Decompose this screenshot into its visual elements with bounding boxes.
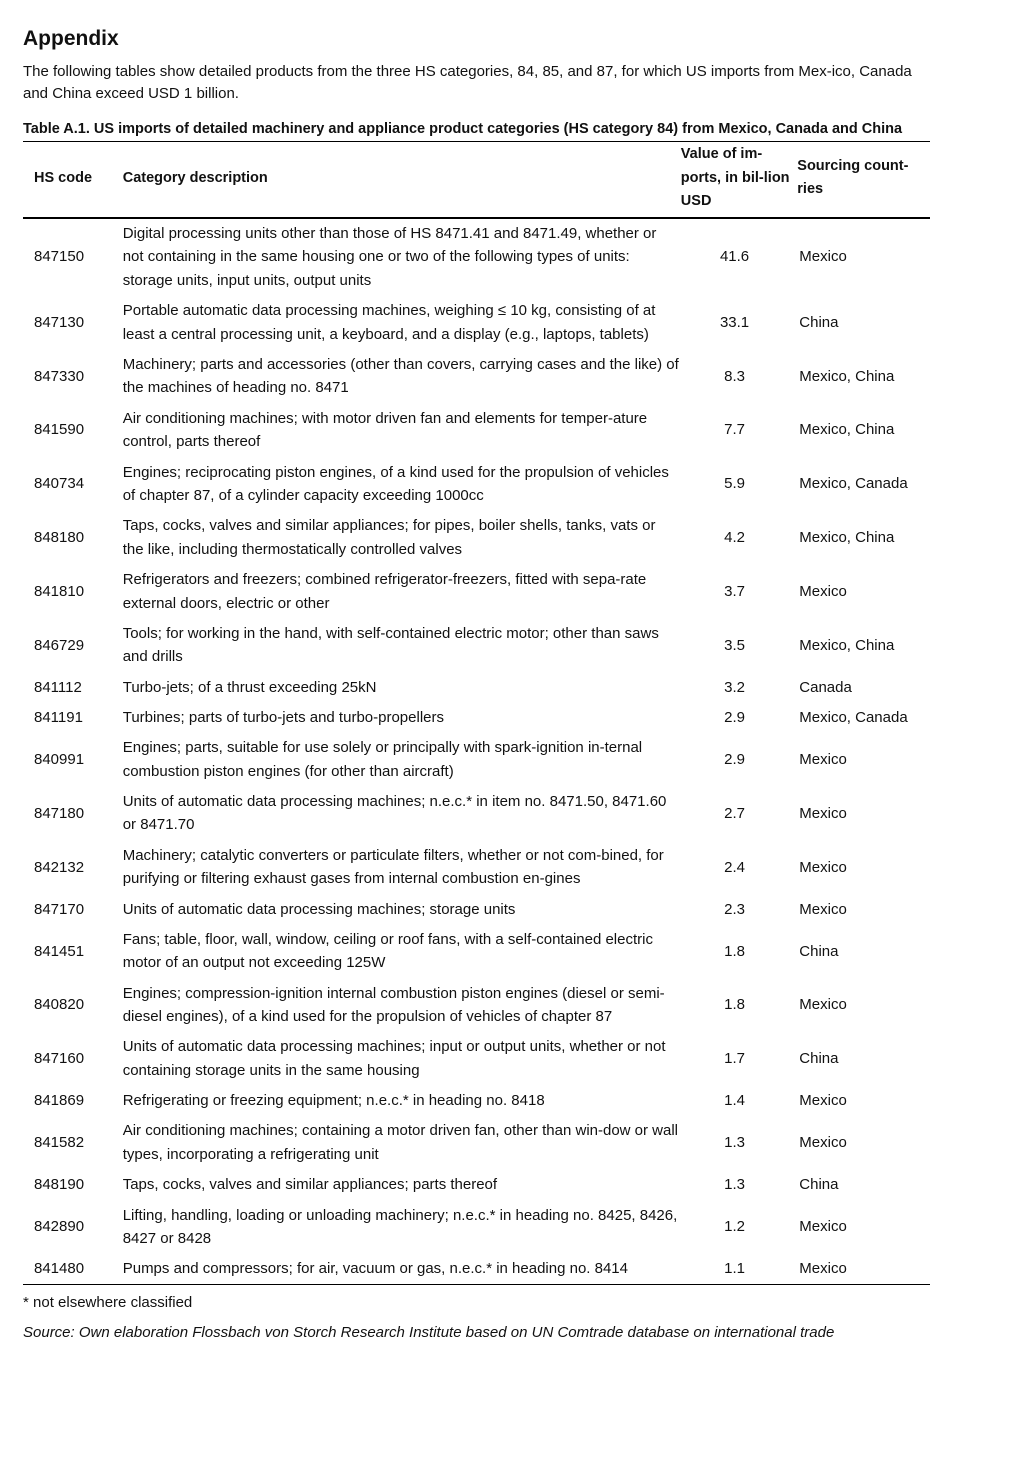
value-cell: 1.3 xyxy=(724,1176,745,1194)
table-row xyxy=(23,296,930,350)
sources-cell: Mexico xyxy=(799,1218,847,1236)
sources-cell: Mexico, China xyxy=(799,529,895,547)
hs-code-cell: 841582 xyxy=(34,1134,85,1152)
value-cell: 2.7 xyxy=(724,804,745,822)
sources-cell: Mexico xyxy=(799,1092,847,1110)
table-caption: Table A.1. US imports of detailed machinery and appliance product categories (HS category 84) from Mexico, Canada and China xyxy=(23,121,903,137)
description-cell: Refrigerators and freezers; combined refrigerator-freezers, fitted with sepa-rate external doors, electric or other xyxy=(122,571,647,612)
hs-code-cell: 841191 xyxy=(34,708,83,726)
value-cell: 33.1 xyxy=(719,313,750,331)
table-row xyxy=(23,1170,930,1200)
hs-code-cell: 848180 xyxy=(34,529,85,547)
value-cell: 2.9 xyxy=(724,708,745,726)
description-cell: Portable automatic data processing machines, weighing ≤ 10 kg, consisting of at least a central processing unit, a keyboard, and a display (e.g., laptops, tablets) xyxy=(122,302,656,343)
description-cell: Refrigerating or freezing equipment; n.e.c.* in heading no. 8418 xyxy=(122,1092,545,1110)
description-cell: Pumps and compressors; for air, vacuum or gas, n.e.c.* in heading no. 8414 xyxy=(122,1260,628,1278)
hs-code-cell: 841480 xyxy=(34,1260,85,1278)
sources-cell: China xyxy=(799,942,839,960)
sources-cell: Mexico, China xyxy=(799,636,895,654)
description-cell: Turbo-jets; of a thrust exceeding 25kN xyxy=(122,678,377,696)
hs-code-cell: 847150 xyxy=(34,248,85,266)
hs-code-cell: 842132 xyxy=(34,858,85,876)
table-row xyxy=(23,1116,930,1170)
sources-cell: Canada xyxy=(799,678,852,696)
table-row xyxy=(23,350,930,404)
description-cell: Machinery; parts and accessories (other than covers, carrying cases and the like) of the machines of heading no. 8471 xyxy=(122,355,679,397)
description-cell: Taps, cocks, valves and similar appliances; for pipes, boiler shells, tanks, vats or the like, including thermostatically controlled valves xyxy=(122,517,656,558)
table-row xyxy=(23,703,930,733)
hs-code-cell: 841451 xyxy=(34,942,85,960)
sources-cell: China xyxy=(799,1176,839,1194)
sources-cell: China xyxy=(799,313,839,331)
value-cell: 1.1 xyxy=(724,1260,745,1278)
imports-table xyxy=(23,141,930,1285)
value-cell: 1.7 xyxy=(724,1050,745,1068)
hs-code-cell: 841590 xyxy=(34,421,85,439)
hs-code-cell: 841112 xyxy=(34,678,82,696)
sources-cell: Mexico xyxy=(799,1260,847,1278)
table-row xyxy=(23,1254,930,1285)
table-header-row xyxy=(23,142,930,218)
hs-code-cell: 840991 xyxy=(34,750,85,768)
table-row xyxy=(23,894,930,924)
value-cell: 5.9 xyxy=(724,475,745,493)
intro-paragraph: The following tables show detailed products from the three HS categories, 84, 85, and 87, for which US imports from Mex-ico, Canada and China exceed USD 1 billion. xyxy=(23,63,912,102)
hs-code-cell: 847170 xyxy=(34,900,85,918)
description-cell: Fans; table, floor, wall, window, ceiling or roof fans, with a self-contained electric motor of an output not exceeding 125W xyxy=(122,930,653,972)
description-cell: Units of automatic data processing machines; n.e.c.* in item no. 8471.50, 8471.60 or 8471.70 xyxy=(122,792,667,834)
table-row xyxy=(23,1086,930,1116)
sources-cell: Mexico, China xyxy=(799,421,895,439)
description-cell: Units of automatic data processing machines; storage units xyxy=(122,900,516,918)
description-cell: Air conditioning machines; with motor driven fan and elements for temper-ature control, parts thereof xyxy=(122,409,648,451)
table-body xyxy=(23,218,930,1285)
header-sources: Sourcing count-ries xyxy=(797,142,930,218)
sources-cell: Mexico xyxy=(799,804,847,822)
hs-code-cell: 840820 xyxy=(34,996,85,1014)
value-cell: 8.3 xyxy=(724,367,745,385)
sources-cell: Mexico xyxy=(799,582,847,600)
description-cell: Air conditioning machines; containing a motor driven fan, other than win-dow or wall types, incorporating a refrigerating unit xyxy=(122,1122,679,1163)
hs-code-cell: 847130 xyxy=(34,313,85,331)
value-cell: 3.7 xyxy=(724,582,745,600)
description-cell: Lifting, handling, loading or unloading machinery; n.e.c.* in heading no. 8425, 8426, 8427 or 8428 xyxy=(122,1206,678,1248)
description-cell: Digital processing units other than those of HS 8471.41 and 8471.49, whether or not containing in the same housing one or two of the following types of units: storage units, input units, output units xyxy=(122,224,657,289)
hs-code-cell: 842890 xyxy=(34,1218,85,1236)
table-row xyxy=(23,565,930,619)
value-cell: 3.5 xyxy=(724,636,745,654)
sources-cell: China xyxy=(799,1050,839,1068)
value-cell: 2.9 xyxy=(724,750,745,768)
sources-cell: Mexico xyxy=(799,858,847,876)
sources-cell: Mexico xyxy=(799,900,847,918)
sources-cell: Mexico, Canada xyxy=(799,708,908,726)
value-cell: 1.3 xyxy=(724,1134,745,1152)
hs-code-cell: 847180 xyxy=(34,804,85,822)
table-row xyxy=(23,672,930,702)
header-value: Value of im-ports, in bil-lion USD xyxy=(680,142,797,218)
description-cell: Tools; for working in the hand, with self-contained electric motor; other than saws and drills xyxy=(122,624,659,666)
value-cell: 1.8 xyxy=(724,996,745,1014)
sources-cell: Mexico xyxy=(799,248,847,266)
value-cell: 1.2 xyxy=(724,1218,745,1236)
table-row xyxy=(23,978,930,1032)
value-cell: 1.4 xyxy=(724,1092,745,1110)
document-page xyxy=(23,22,933,1344)
table-row xyxy=(23,218,930,296)
hs-code-cell: 846729 xyxy=(34,636,85,654)
description-cell: Engines; reciprocating piston engines, of a kind used for the propulsion of vehicles of chapter 87, of a cylinder capacity exceeding 1000cc xyxy=(122,463,669,505)
description-cell: Units of automatic data processing machines; input or output units, whether or not containing storage units in the same housing xyxy=(122,1038,666,1079)
value-cell: 2.3 xyxy=(724,900,745,918)
value-cell: 1.8 xyxy=(724,942,745,960)
value-cell: 3.2 xyxy=(724,678,745,696)
sources-cell: Mexico xyxy=(799,1134,847,1152)
table-row xyxy=(23,457,930,511)
table-row xyxy=(23,618,930,672)
table-row xyxy=(23,1200,930,1254)
value-cell: 4.2 xyxy=(724,529,745,547)
table-row xyxy=(23,403,930,457)
header-hs-code: HS code xyxy=(23,142,123,218)
hs-code-cell: 848190 xyxy=(34,1176,85,1194)
sources-cell: Mexico xyxy=(799,750,847,768)
description-cell: Turbines; parts of turbo-jets and turbo-propellers xyxy=(122,708,444,726)
value-cell: 2.4 xyxy=(724,858,745,876)
table-row xyxy=(23,733,930,787)
table-row xyxy=(23,924,930,978)
sources-cell: Mexico, China xyxy=(799,367,895,385)
hs-code-cell: 841869 xyxy=(34,1092,85,1110)
description-cell: Machinery; catalytic converters or particulate filters, whether or not com-bined, for purifying or filtering exhaust gases from internal combustion en-gines xyxy=(122,846,664,888)
hs-code-cell: 841810 xyxy=(34,582,85,600)
source-note: Source: Own elaboration Flossbach von Storch Research Institute based on UN Comtrade database on international trade xyxy=(23,1324,835,1342)
hs-code-cell: 847330 xyxy=(34,367,85,385)
description-cell: Engines; parts, suitable for use solely or principally with spark-ignition in-ternal combustion piston engines (for other than aircraft) xyxy=(122,739,643,780)
description-cell: Taps, cocks, valves and similar appliances; parts thereof xyxy=(122,1176,498,1194)
page-title: Appendix xyxy=(23,27,119,50)
table-row xyxy=(23,511,930,565)
table-row xyxy=(23,787,930,841)
header-description: Category description xyxy=(123,142,680,218)
hs-code-cell: 840734 xyxy=(34,475,85,493)
table-row xyxy=(23,840,930,894)
table-row xyxy=(23,1032,930,1086)
value-cell: 7.7 xyxy=(724,421,745,439)
footnote: * not elsewhere classified xyxy=(23,1294,193,1312)
description-cell: Engines; compression-ignition internal combustion piston engines (diesel or semi-diesel engines), of a kind used for the propulsion of vehicles of chapter 87 xyxy=(122,984,665,1026)
sources-cell: Mexico xyxy=(799,996,847,1014)
value-cell: 41.6 xyxy=(719,248,750,266)
hs-code-cell: 847160 xyxy=(34,1050,85,1068)
sources-cell: Mexico, Canada xyxy=(799,475,908,493)
